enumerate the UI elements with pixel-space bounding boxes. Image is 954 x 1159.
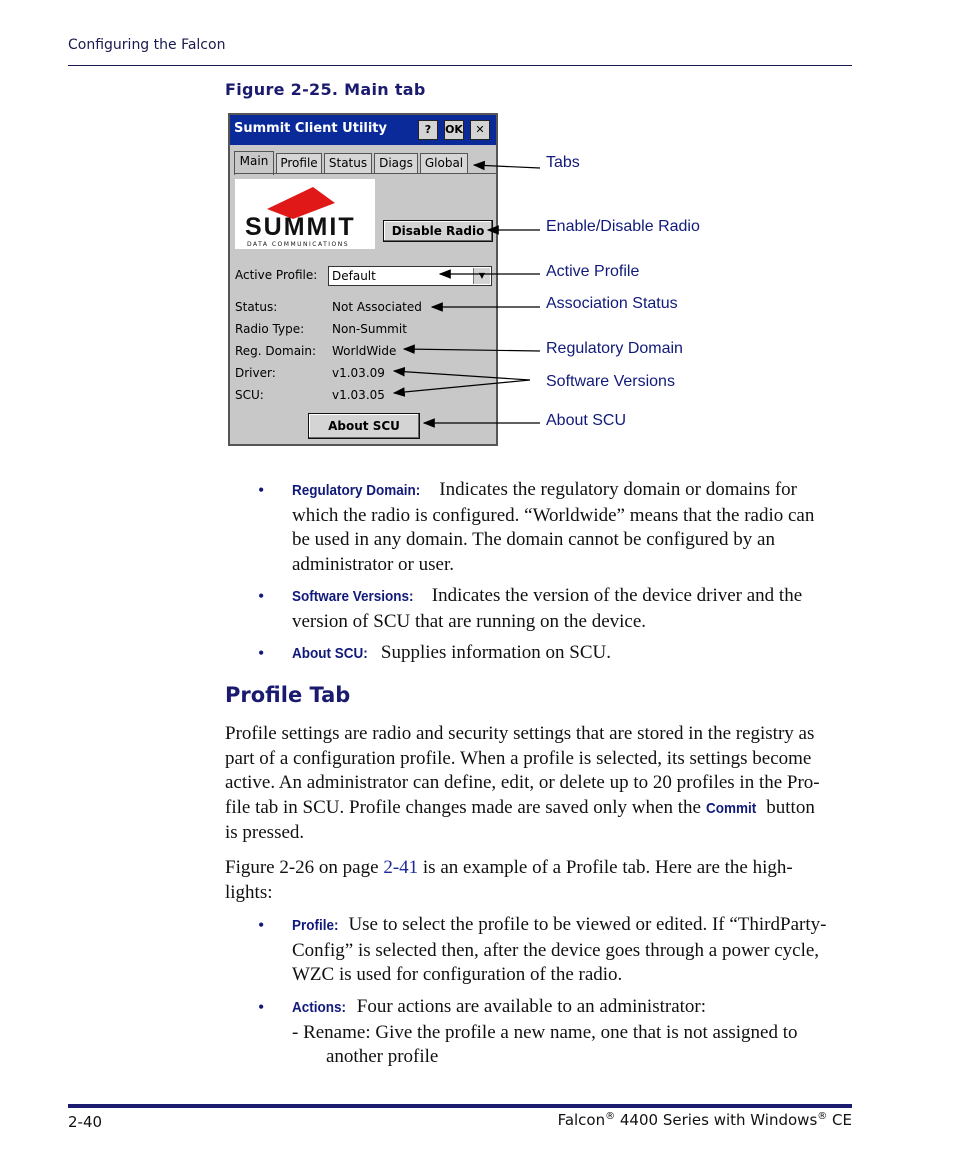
scu-label: SCU: xyxy=(235,388,264,402)
bullet-profile xyxy=(292,913,857,988)
section-title: Profile Tab xyxy=(225,683,351,707)
annotation-arrows xyxy=(0,0,954,460)
about-scu-button[interactable]: About SCU xyxy=(308,413,420,439)
text-line: lights: xyxy=(225,881,273,903)
footer-text: 4400 Series with Windows xyxy=(615,1111,818,1129)
footer-rule xyxy=(68,1104,852,1108)
callout-active-profile: Active Profile xyxy=(546,263,640,280)
text-line: Supplies information on SCU. xyxy=(376,642,612,663)
chevron-down-icon[interactable]: ▼ xyxy=(473,268,490,284)
text-line: file tab in SCU. Profile changes made are saved only when the xyxy=(225,796,706,818)
status-value: Not Associated xyxy=(332,300,422,314)
tab-diags[interactable]: Diags xyxy=(374,153,418,173)
window-title: Summit Client Utility xyxy=(234,121,387,136)
text-line: administrator or user. xyxy=(292,553,454,575)
figure-caption: Figure 2-25. Main tab xyxy=(225,80,426,99)
tab-status[interactable]: Status xyxy=(324,153,372,173)
tab-global[interactable]: Global xyxy=(420,153,468,173)
text-line: is pressed. xyxy=(225,822,305,843)
term-actions: Actions: xyxy=(292,999,346,1016)
footer-text: Falcon xyxy=(557,1111,606,1129)
callout-regulatory-domain: Regulatory Domain xyxy=(546,340,683,357)
figure-reference-paragraph xyxy=(225,856,855,905)
status-label: Status: xyxy=(235,300,278,314)
bullet-icon: • xyxy=(258,643,265,663)
reg-domain-label: Reg. Domain: xyxy=(235,344,317,358)
callout-association-status: Association Status xyxy=(546,295,678,312)
tab-main[interactable]: Main xyxy=(234,151,274,175)
tab-profile[interactable]: Profile xyxy=(276,153,322,173)
registered-mark: ® xyxy=(817,1111,828,1122)
running-head: Configuring the Falcon xyxy=(68,37,226,53)
text-line: another profile xyxy=(326,1046,439,1067)
bullet-icon: • xyxy=(258,997,265,1017)
text-line: which the radio is configured. “Worldwide” means that the radio can xyxy=(292,504,815,526)
active-profile-label: Active Profile: xyxy=(235,268,318,282)
callout-about-scu: About SCU xyxy=(546,412,627,429)
footer-text: CE xyxy=(827,1111,852,1129)
text-line: - Rename: Give the profile a new name, one that is not assigned to xyxy=(292,1021,798,1043)
text-line: Four actions are available to an administrator: xyxy=(352,996,707,1017)
callout-enable-disable-radio: Enable/Disable Radio xyxy=(546,218,700,235)
text-line: Figure 2-26 on page xyxy=(225,857,384,878)
term-profile: Profile: xyxy=(292,917,339,934)
profile-paragraph xyxy=(225,722,855,846)
text-line: Indicates the regulatory domain or domains for xyxy=(434,479,797,500)
ok-button[interactable]: OK xyxy=(444,120,464,140)
bullet-actions xyxy=(292,995,857,1070)
term-software-versions: Software Versions: xyxy=(292,588,414,605)
scu-value: v1.03.05 xyxy=(332,388,385,402)
logo-word: SUMMIT xyxy=(245,213,356,241)
driver-value: v1.03.09 xyxy=(332,366,385,380)
text-line: part of a configuration profile. When a profile is selected, its settings become xyxy=(225,747,812,769)
help-button[interactable]: ? xyxy=(418,120,438,140)
term-regulatory-domain: Regulatory Domain: xyxy=(292,482,421,499)
page-link[interactable]: 2-41 xyxy=(383,857,419,878)
disable-radio-button[interactable]: Disable Radio xyxy=(383,220,493,242)
footer-title xyxy=(558,1111,852,1129)
radio-type-value: Non-Summit xyxy=(332,322,407,336)
bullet-icon: • xyxy=(258,480,265,500)
radio-type-label: Radio Type: xyxy=(235,322,305,336)
active-profile-value: Default xyxy=(332,269,376,283)
page-number: 2-40 xyxy=(68,1113,103,1131)
text-line: Use to select the profile to be viewed or edited. If “ThirdParty- xyxy=(343,914,827,935)
text-line: be used in any domain. The domain cannot be configured by an xyxy=(292,529,775,550)
logo-subtitle: DATA COMMUNICATIONS xyxy=(247,241,350,248)
text-line: WZC is used for configuration of the radio. xyxy=(292,964,623,985)
bullet-icon: • xyxy=(258,586,265,606)
text-line: Config” is selected then, after the device goes through a power cycle, xyxy=(292,939,820,961)
text-line: Profile settings are radio and security settings that are stored in the registry as xyxy=(225,723,815,744)
reg-domain-value: WorldWide xyxy=(332,344,397,358)
bullet-icon: • xyxy=(258,915,265,935)
registered-mark: ® xyxy=(605,1111,616,1122)
bullet-regulatory-domain xyxy=(292,478,852,577)
text-line: version of SCU that are running on the device. xyxy=(292,610,647,632)
text-line: active. An administrator can define, edit, or delete up to 20 profiles in the Pro- xyxy=(225,772,820,793)
bullet-software-versions xyxy=(292,584,852,634)
close-button[interactable]: ✕ xyxy=(470,120,490,140)
callout-tabs: Tabs xyxy=(546,154,580,171)
term-commit: Commit xyxy=(705,799,756,817)
text-line: Indicates the version of the device driver and the xyxy=(427,585,803,606)
text-line: button xyxy=(761,796,815,818)
callout-software-versions: Software Versions xyxy=(546,373,675,390)
term-about-scu: About SCU: xyxy=(292,645,368,662)
text-line: is an example of a Profile tab. Here are the high- xyxy=(418,857,793,878)
bullet-about-scu xyxy=(292,641,852,667)
driver-label: Driver: xyxy=(235,366,276,380)
